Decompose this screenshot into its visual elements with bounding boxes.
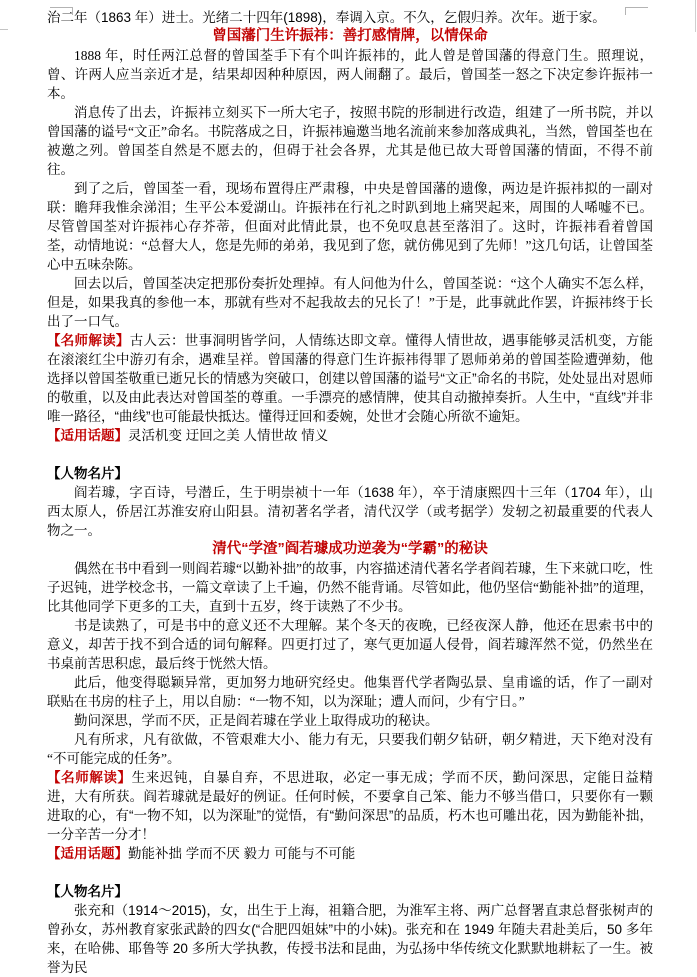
story2-title: 清代“学渣”阎若璩成功逆袭为“学霸”的秘诀 — [212, 541, 488, 557]
topics-label: 【适用话题】 — [47, 846, 128, 861]
story2-paragraph: 偶然在书中看到一则阎若璩“以勤补拙”的故事，内容描述清代著名学者阎若璩，生下来就口吃，性子迟钝，进学校念书，一篇文章读了上千遍，仍然不能背诵。尽管如此，他仍坚信“勤能补拙”的道理，比其他同学下更多的工夫，直到十五岁，终于读熟了不少书。 — [47, 561, 653, 614]
story2-paragraph: 书是读熟了，可是书中的意义还不大理解。某个冬天的夜晚，已经夜深人静，他还在思索书中的意义，却苦于找不到合适的词句解释。四更打过了，寒气更加逼人侵骨，阎若璩浑然不觉，仍然坐在书桌前苦思积虑，最后终于恍然大悟。 — [47, 618, 653, 671]
profile2-text: 张充和（1914～2015)，女，出生于上海，祖籍合肥，为淮军主将、两广总督署直隶总督张树声的曾孙女，苏州教育家张武龄的四女(“合肥四姐妹”中的小妹)。张充和在 1949 年随夫君赴美后，50 多年来，在哈佛、耶鲁等 20 多所大学执教，传授书法和昆曲，为弘扬中华传统文化默默地耕耘了一生。被誉为民 — [47, 903, 653, 975]
expert-analysis-label: 【名师解读】 — [47, 333, 130, 348]
story2-paragraph: 凡有所求，凡有欲做，不管艰难大小、能力有无，只要我们朝夕钻研，朝夕精进，天下绝对没有“不可能完成的任务”。 — [47, 732, 653, 766]
story2-topics — [47, 844, 653, 863]
topics-label: 【适用话题】 — [47, 428, 128, 443]
story2-paragraph: 此后，他变得聪颖异常，更加努力地研究经史。他集晋代学者陶弘景、皇甫谧的话，作了一副对联贴在书房的柱子上，用以自励：“一物不知，以为深耻；遭人而问，少有宁日。” — [47, 675, 653, 709]
blank-line — [47, 445, 653, 464]
expert-analysis-text: 古人云：世事洞明皆学问，人情练达即文章。懂得人情世故，遇事能够灵活机变，方能在滚滚红尘中游刃有余，遇难呈祥。曾国藩的得意门生许振祎得罪了恩师弟弟的曾国荃险遭弹劾，他选择以曾国荃敬重已逝兄长的情感为突破口，创建以曾国藩的谥号“文正”命名的书院，处处显出对恩师的敬重，以及由此表达对曾国荃的尊重。一手漂亮的感情牌，使其自动撤掉奏折。人生中，“直线”并非唯一路径，“曲线”也可能最快抵达。懂得迂回和委婉，处世才会随心所欲不逾矩。 — [47, 333, 654, 424]
profile2-label: 【人物名片】 — [47, 884, 128, 899]
story2-paragraph: 勤问深思，学而不厌，正是阎若璩在学业上取得成功的秘诀。 — [74, 713, 439, 728]
profile1-label: 【人物名片】 — [47, 466, 128, 481]
expert-analysis-text: 生来迟钝，自暴自弃，不思进取，必定一事无成；学而不厌，勤问深思，定能日益精进，大有所获。阎若璩就是最好的例证。任何时候，不要拿自己笨、能力不够当借口，只要你有一颗进取的心，有“一物不知，以为深耻”的觉悟，有“勤问深思”的品质，朽木也可雕出花，因为勤能补拙，一分辛苦一分才！ — [47, 770, 654, 842]
profile1-text: 阎若璩，字百诗，号潜丘，生于明崇祯十一年（1638 年），卒于清康熙四十三年（1704 年），山西太原人，侨居江苏淮安府山阳县。清初著名学者，清代汉学（或考据学）发轫之初最重要的代表人物之一。 — [47, 485, 653, 538]
story1-paragraph: 回去以后，曾国荃决定把那份奏折处理掉。有人问他为什么，曾国荃说：“这个人确实不怎么样，但是，如果我真的参他一本，那就有些对不起我故去的兄长了！”于是，此事就此作罢，许振祎终于长出了一口气。 — [47, 276, 653, 329]
topics-text: 勤能补拙 学而不厌 毅力 可能与不可能 — [128, 846, 356, 861]
continuation-text: 治二年（1863 年）进士。光绪二十四年(1898)，奉调入京。不久，乞假归养。次年。逝于家。 — [47, 10, 606, 25]
story1-paragraph: 到了之后，曾国荃一看，现场布置得庄严肃穆，中央是曾国藩的遗像，两边是许振祎拟的一副对联：瞻拜我惟余涕泪；生平公本爱湖山。许振祎在行礼之时趴到地上痛哭起来，周围的人唏嘘不已。尽管曾国荃对许振祎心存芥蒂，但面对此情此景，也不免叹息甚至落泪了。这时，许振祎看着曾国荃，动情地说：“总督大人，您是先师的弟弟，我见到了您，就仿佛见到了先师！”这几句话，让曾国荃心中五味杂陈。 — [47, 181, 653, 272]
document-content — [0, 8, 697, 977]
topics-text: 灵活机变 迂回之美 人情世故 情义 — [128, 428, 329, 443]
story1-expert-analysis — [47, 331, 653, 426]
blank-line — [47, 863, 653, 882]
story1-title: 曾国藩门生许振祎：善打感情牌，以情保命 — [212, 28, 488, 44]
story1-topics — [47, 426, 653, 445]
story1-paragraph: 1888 年，时任两江总督的曾国荃手下有个叫许振祎的，此人曾是曾国藩的得意门生。照理说，曾、许两人应当亲近才是，结果却因种种原因，两人闹翻了。最后，曾国荃一怒之下决定参许振祎一本。 — [47, 48, 653, 101]
story1-paragraph: 消息传了出去，许振祎立刻买下一所大宅子，按照书院的形制进行改造，组建了一所书院，并以曾国藩的谥号“文正”命名。书院落成之日，许振祎遍邀当地名流前来参加落成典礼，当然，曾国荃也在被邀之列。曾国荃自然是不愿去的，但碍于社会各界，尤其是他已故大哥曾国藩的情面，不得不前往。 — [47, 105, 653, 177]
story2-expert-analysis — [47, 768, 653, 844]
expert-analysis-label: 【名师解读】 — [47, 770, 132, 785]
